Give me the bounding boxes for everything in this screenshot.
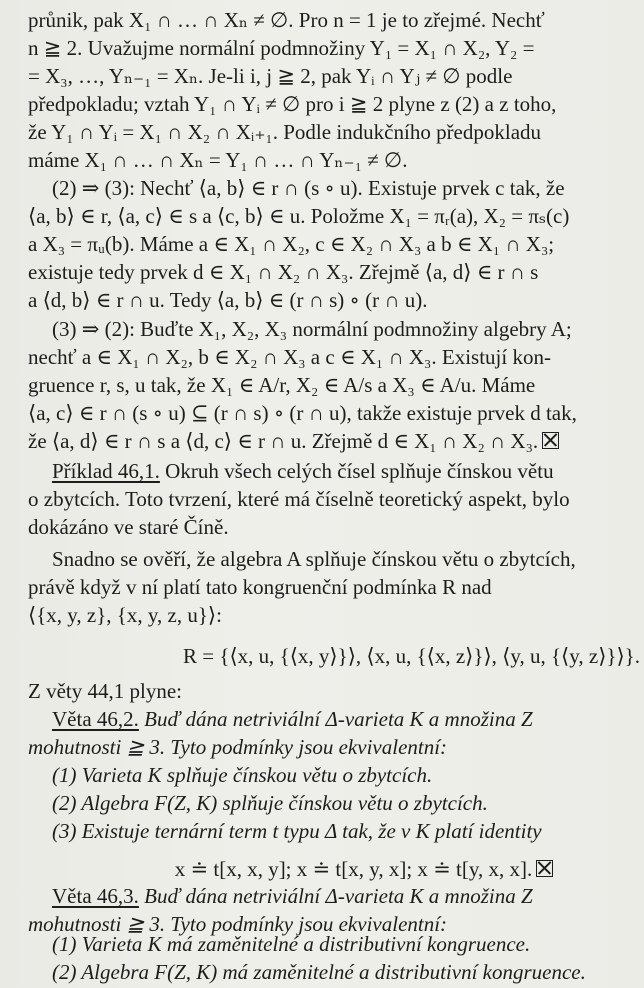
text-line: právě když v ní platí tato kongruenční podmínka R nad: [28, 575, 492, 599]
text-line: že Y₁ ∩ Yᵢ = X₁ ∩ X₂ ∩ Xᵢ₊₁. Podle indukčního předpokladu: [28, 120, 542, 144]
text-line: = X₃, …, Yₙ₋₁ = Xₙ. Je-li i, j ≧ 2, pak Yᵢ ∩ Yⱼ ≠ ∅ podle: [28, 64, 513, 88]
theorem-text: Buď dána netriviální Δ-varieta K a množina Z: [138, 884, 533, 908]
text-line: gruence r, s, u tak, že X₁ ∈ A/r, X₂ ∈ A/s a X₃ ∈ A/u. Máme: [28, 373, 536, 397]
text-line: ⟨{x, y, z}, {x, y, z, u}⟩:: [28, 603, 222, 627]
identities-line: [28, 855, 640, 883]
text-line: n ≧ 2. Uvažujme normální podmnožiny Y₁ = X₁ ∩ X₂, Y₂ =: [28, 36, 535, 60]
theorem-item: (3) Existuje ternární term t typu Δ tak, že v K platí identity: [52, 819, 542, 843]
example-label: Příklad 46,1.: [52, 459, 160, 483]
example-heading-line: [52, 457, 640, 485]
end-of-proof-icon: [542, 432, 559, 449]
theorem-item: (2) Algebra F(Z, K) má zaměnitelné a distributivní kongruence.: [52, 960, 586, 984]
formula-line: R = {⟨x, u, {⟨x, y⟩}⟩, ⟨x, u, {⟨x, z⟩}⟩, ⟨y, u, {⟨y, z⟩}⟩}.: [183, 644, 640, 668]
text-line: mohutnosti ≧ 3. Tyto podmínky jsou ekvivalentní:: [28, 912, 448, 936]
text-line: ⟨a, c⟩ ∈ r ∩ (s ∘ u) ⊆ (r ∩ s) ∘ (r ∩ u), takže existuje prvek d tak,: [28, 401, 577, 425]
identities: x ≐ t[x, x, y]; x ≐ t[x, y, x]; x ≐ t[y, x, x].: [174, 857, 533, 881]
text-line: Snadno se ověří, že algebra A splňuje čínskou větu o zbytcích,: [52, 547, 576, 571]
theorem-text: Buď dána netriviální Δ-varieta K a množina Z: [138, 707, 533, 731]
text-line: a ⟨d, b⟩ ∈ r ∩ u. Tedy ⟨a, b⟩ ∈ (r ∩ s) ∘ (r ∩ u).: [28, 288, 428, 312]
text-line: o zbytcích. Toto tvrzení, které má číselně teoretický aspekt, bylo: [28, 487, 570, 511]
text-line: máme X₁ ∩ … ∩ Xₙ = Y₁ ∩ … ∩ Yₙ₋₁ ≠ ∅.: [28, 148, 408, 172]
text-line: Z věty 44,1 plyne:: [28, 679, 182, 703]
text-line: předpokladu; vztah Y₁ ∩ Yᵢ ≠ ∅ pro i ≧ 2 plyne z (2) a z toho,: [28, 92, 557, 116]
text-line: dokázáno ve staré Číně.: [28, 515, 229, 539]
text-line-content: že ⟨a, d⟩ ∈ r ∩ s a ⟨d, c⟩ ∈ r ∩ u. Zřejmě d ∈ X₁ ∩ X₂ ∩ X₃.: [28, 429, 539, 453]
text-line: existuje tedy prvek d ∈ X₁ ∩ X₂ ∩ X₃. Zřejmě ⟨a, d⟩ ∈ r ∩ s: [28, 260, 539, 284]
text-line: (3) ⇒ (2): Buďte X₁, X₂, X₃ normální podmnožiny algebry A;: [52, 317, 572, 341]
theorem-heading-line: [52, 705, 640, 733]
text-line: ⟨a, b⟩ ∈ r, ⟨a, c⟩ ∈ s a ⟨c, b⟩ ∈ u. Položme X₁ = πᵣ(a), X₂ = πₛ(c): [28, 204, 570, 228]
text-line: průnik, pak X₁ ∩ … ∩ Xₙ ≠ ∅. Pro n = 1 je to zřejmé. Nechť: [28, 8, 545, 32]
theorem-label: Věta 46,2.: [52, 707, 139, 731]
theorem-item: (1) Varieta K splňuje čínskou větu o zbytcích.: [52, 763, 433, 787]
theorem-item: (1) Varieta K má zaměnitelné a distributivní kongruence.: [52, 932, 531, 956]
theorem-item: (2) Algebra F(Z, K) splňuje čínskou větu o zbytcích.: [52, 791, 488, 815]
end-of-proof-icon: [536, 860, 553, 877]
text-line: nechť a ∈ X₁ ∩ X₂, b ∈ X₂ ∩ X₃ a c ∈ X₁ ∩ X₃. Existují kon-: [28, 345, 551, 369]
example-text: Okruh všech celých čísel splňuje čínskou větu: [159, 459, 554, 483]
theorem-label: Věta 46,3.: [52, 884, 139, 908]
text-line: [28, 427, 640, 455]
theorem-heading-line: [52, 882, 640, 910]
text-line: (2) ⇒ (3): Nechť ⟨a, b⟩ ∈ r ∩ (s ∘ u). Existuje prvek c tak, že: [52, 176, 565, 200]
text-line: mohutnosti ≧ 3. Tyto podmínky jsou ekvivalentní:: [28, 735, 448, 759]
text-line: a X₃ = πᵤ(b). Máme a ∈ X₁ ∩ X₂, c ∈ X₂ ∩ X₃ a b ∈ X₁ ∩ X₃;: [28, 232, 555, 256]
